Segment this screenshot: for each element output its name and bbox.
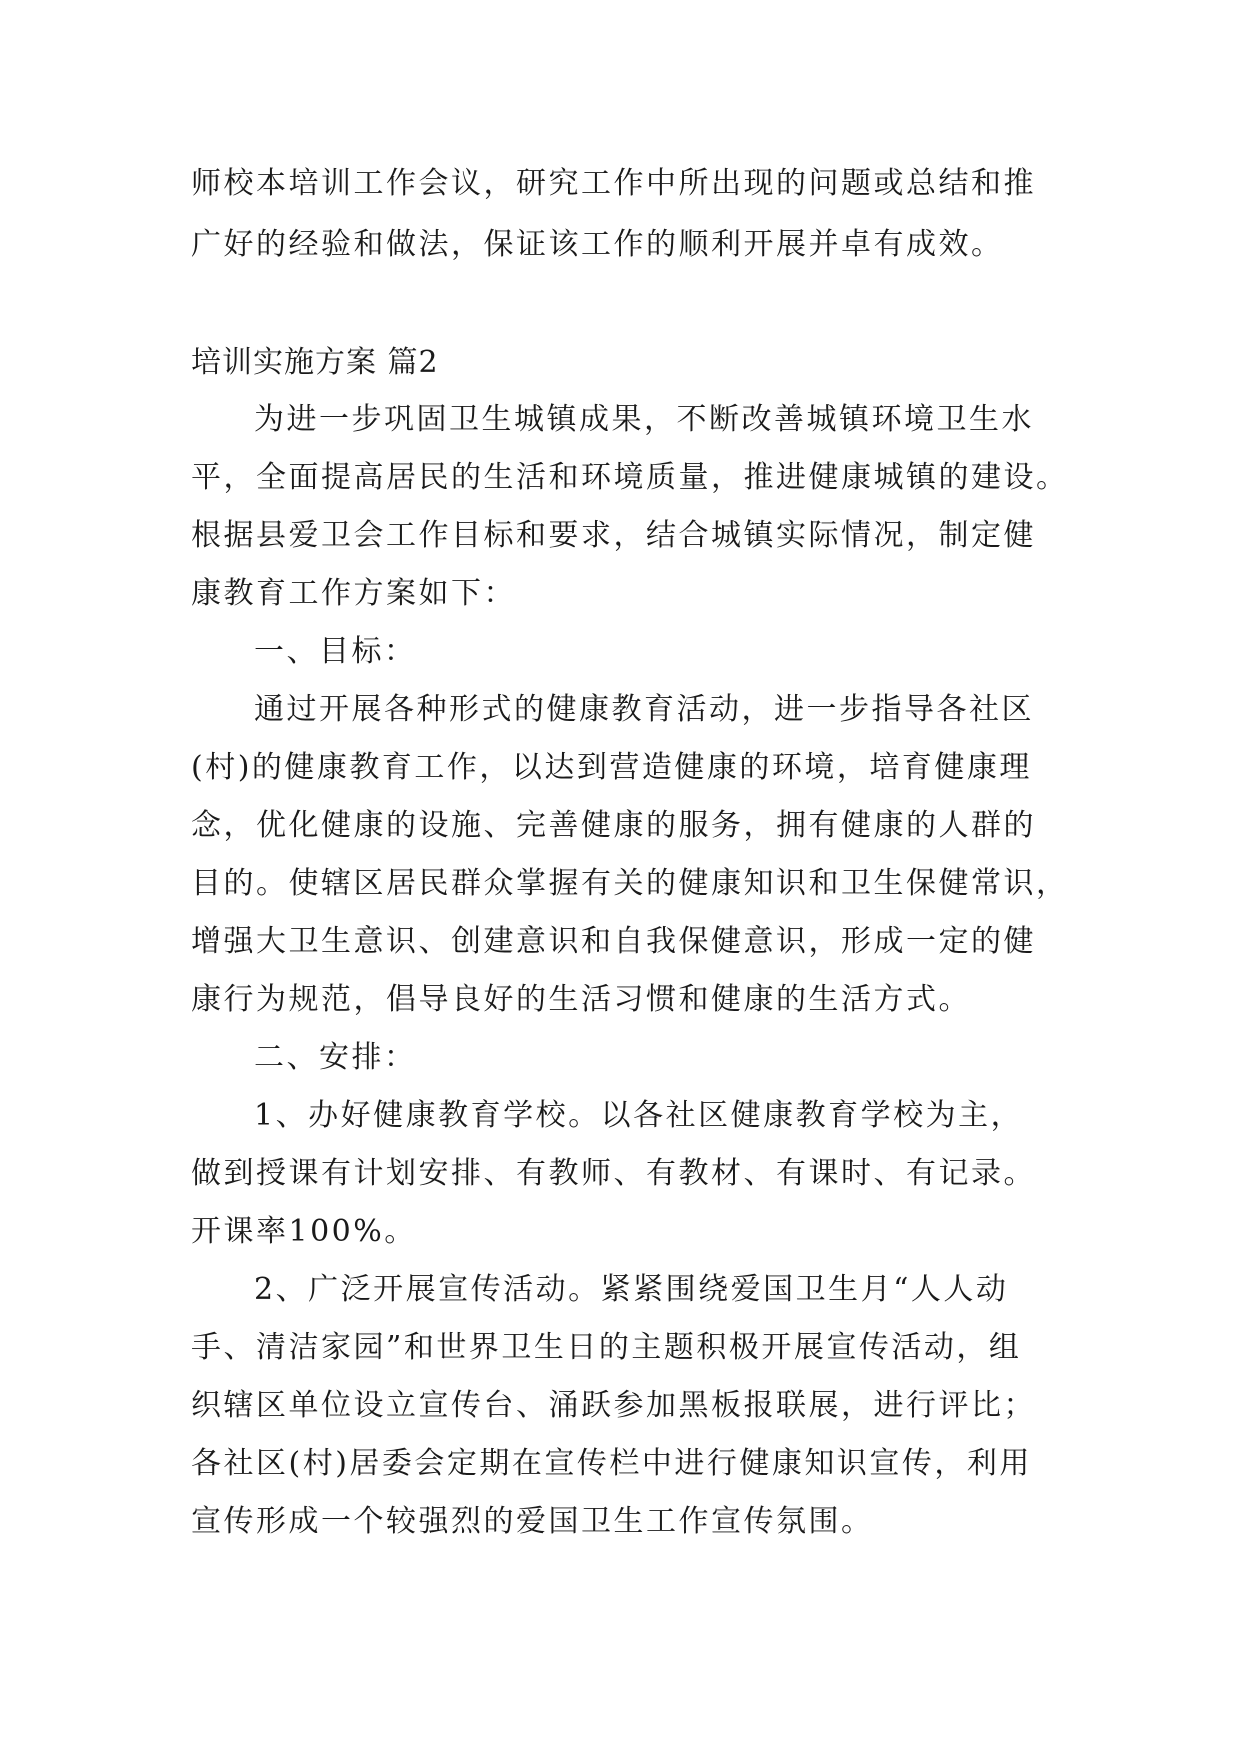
paragraph-line: 康行为规范，倡导良好的生活习惯和健康的生活方式。 <box>191 982 971 1017</box>
paragraph-line: 通过开展各种形式的健康教育活动，进一步指导各社区 <box>254 692 1034 727</box>
paragraph-line: 增强大卫生意识、创建意识和自我保健意识，形成一定的健 <box>191 924 1036 959</box>
paragraph-line: (村)的健康教育工作，以达到营造健康的环境，培育健康理 <box>191 750 1032 785</box>
subheading-goals: 一、目标： <box>254 634 417 669</box>
subheading-arrangement: 二、安排： <box>254 1040 417 1075</box>
paragraph-line: 宣传形成一个较强烈的爱国卫生工作宣传氛围。 <box>191 1504 874 1539</box>
paragraph-line: 目的。使辖区居民群众掌握有关的健康知识和卫生保健常识， <box>191 866 1069 901</box>
paragraph-line: 师校本培训工作会议，研究工作中所出现的问题或总结和推 <box>191 166 1036 201</box>
paragraph-line: 平，全面提高居民的生活和环境质量，推进健康城镇的建设。 <box>191 460 1069 495</box>
paragraph-line: 做到授课有计划安排、有教师、有教材、有课时、有记录。 <box>191 1156 1036 1191</box>
paragraph-line: 2、广泛开展宣传活动。紧紧围绕爱国卫生月“人人动 <box>254 1272 1009 1307</box>
paragraph-line: 1、办好健康教育学校。以各社区健康教育学校为主， <box>254 1098 1024 1133</box>
paragraph-line: 康教育工作方案如下： <box>191 576 516 611</box>
paragraph-line: 织辖区单位设立宣传台、涌跃参加黑板报联展，进行评比； <box>191 1388 1036 1423</box>
section-heading: 培训实施方案 篇2 <box>191 345 439 380</box>
paragraph-line: 各社区(村)居委会定期在宣传栏中进行健康知识宣传，利用 <box>191 1446 1032 1481</box>
paragraph-line: 广好的经验和做法，保证该工作的顺利开展并卓有成效。 <box>191 227 1004 262</box>
paragraph-line: 根据县爱卫会工作目标和要求，结合城镇实际情况，制定健 <box>191 518 1036 553</box>
paragraph-line: 开课率100%。 <box>191 1214 417 1249</box>
paragraph-line: 念，优化健康的设施、完善健康的服务，拥有健康的人群的 <box>191 808 1036 843</box>
paragraph-line: 手、清洁家园”和世界卫生日的主题积极开展宣传活动，组 <box>191 1330 1022 1365</box>
paragraph-line: 为进一步巩固卫生城镇成果，不断改善城镇环境卫生水 <box>254 402 1034 437</box>
